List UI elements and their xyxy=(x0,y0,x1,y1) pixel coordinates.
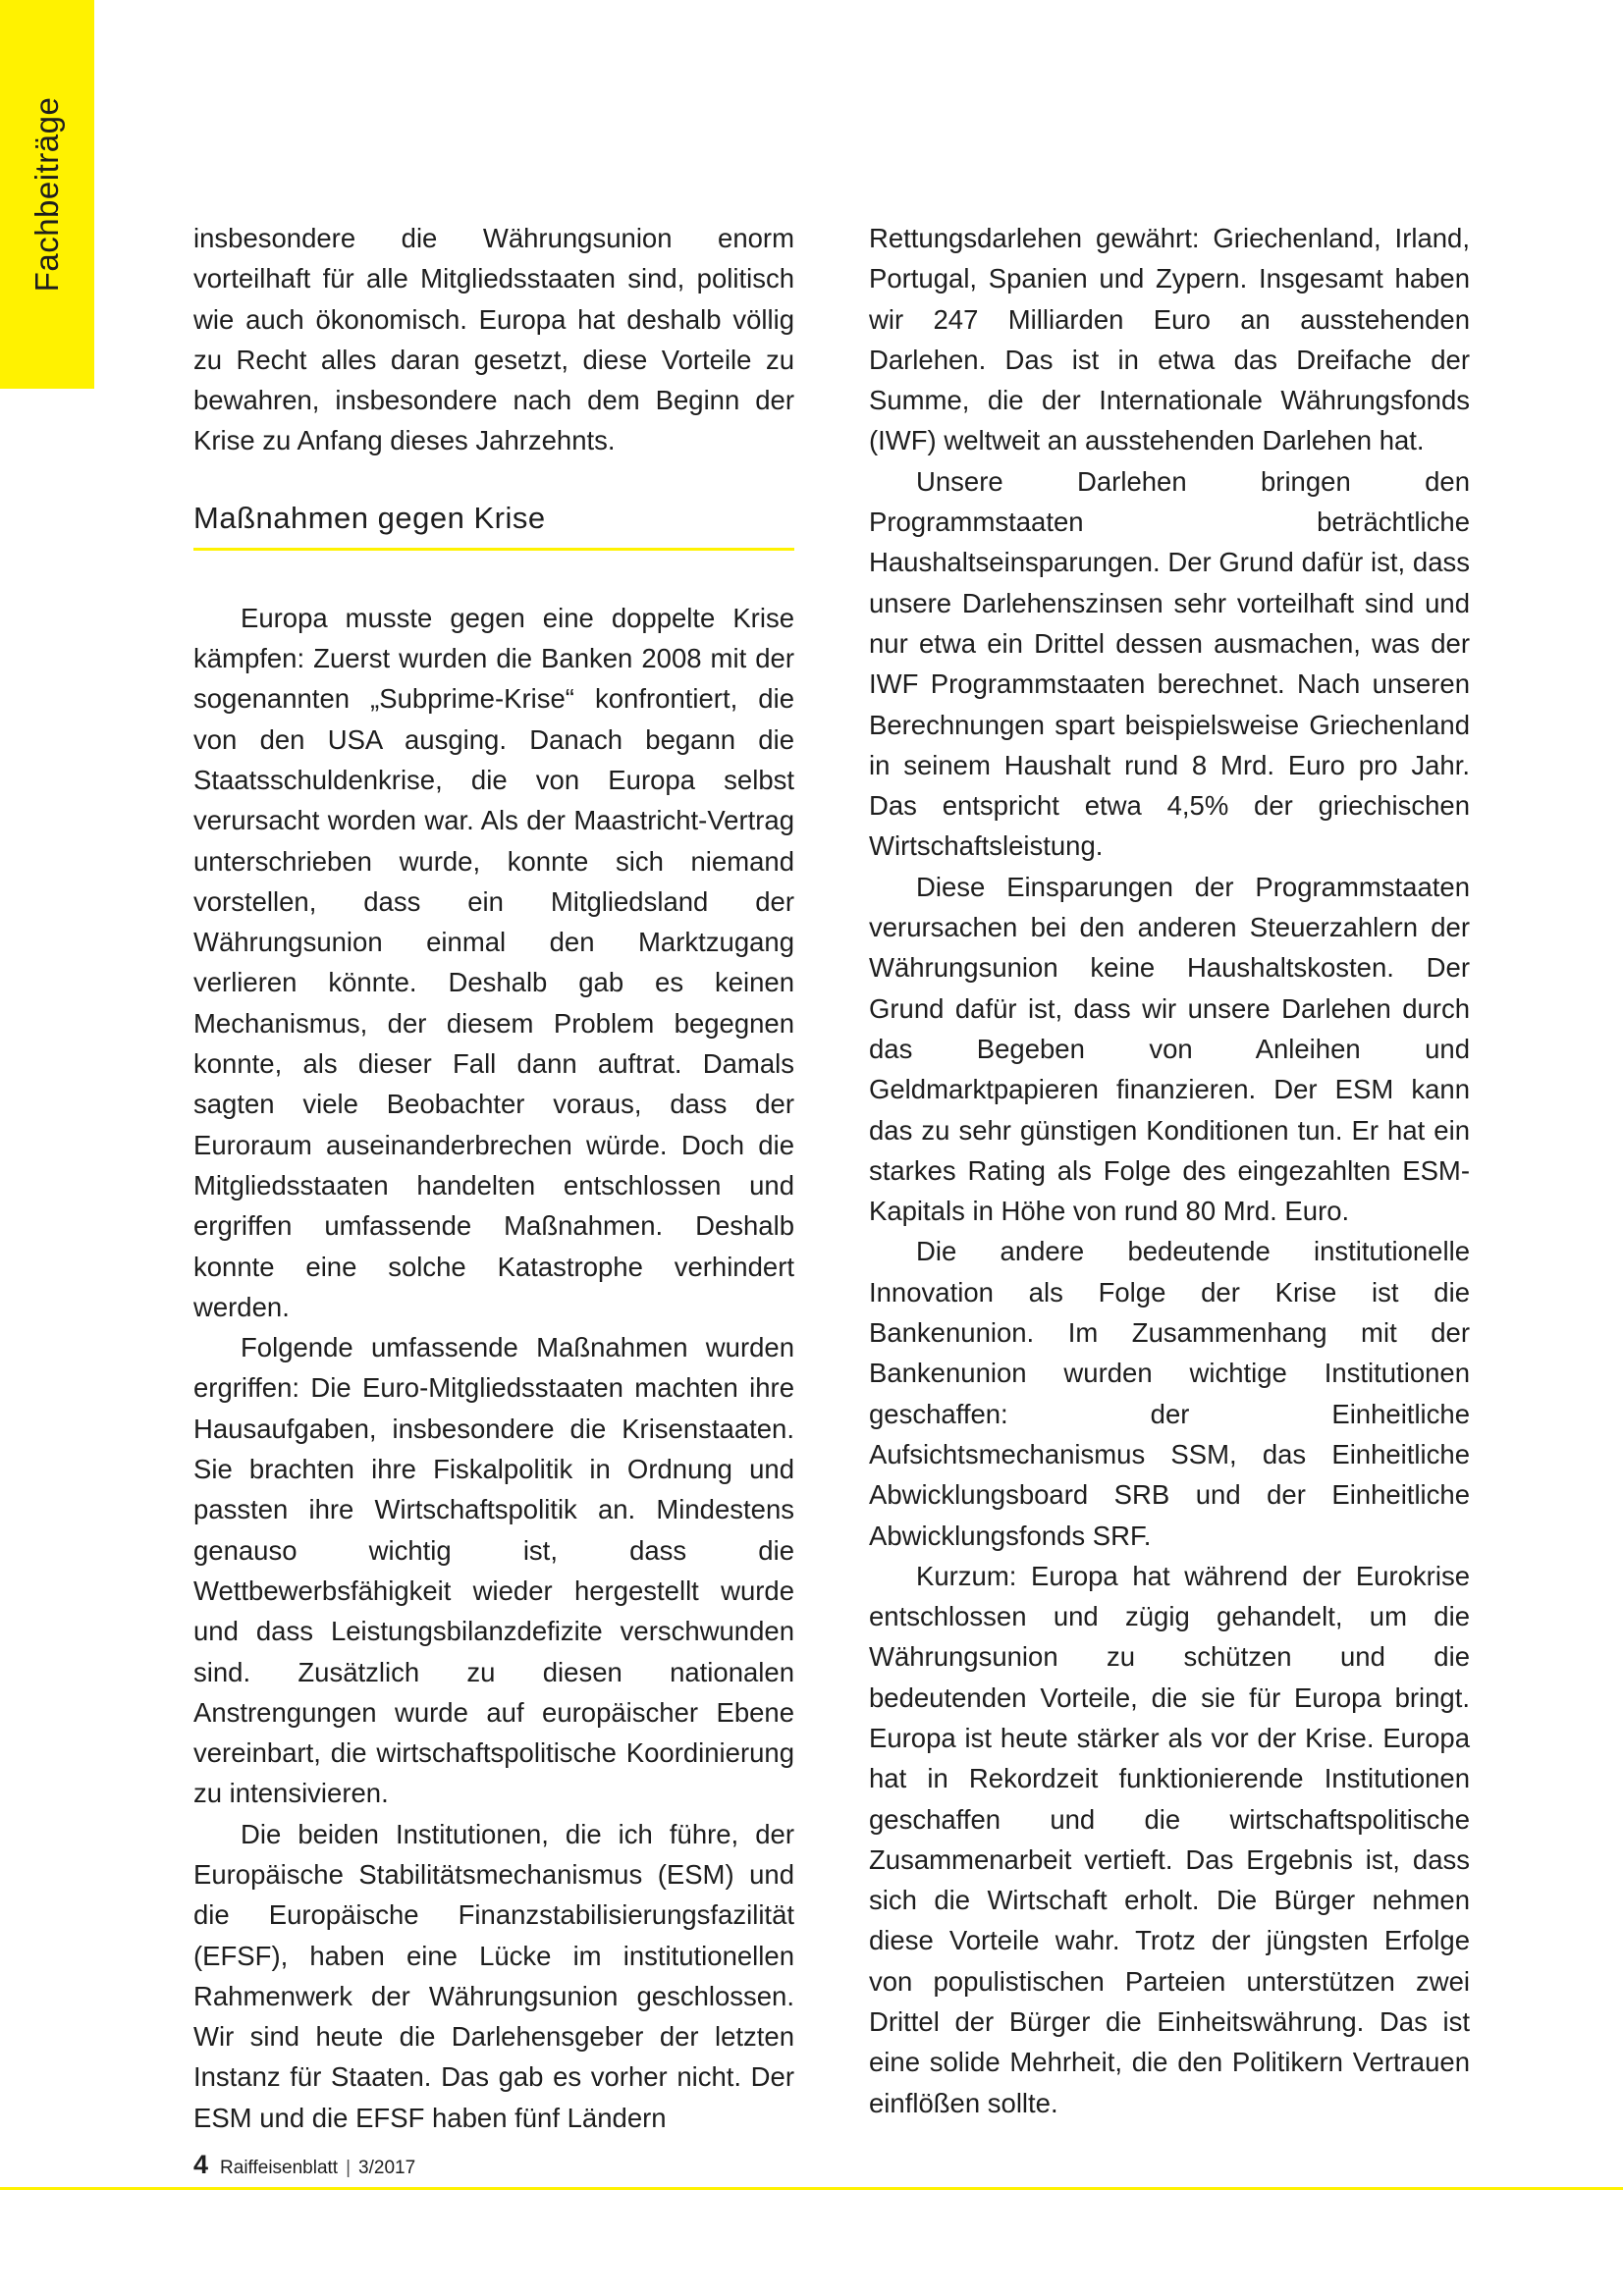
section-heading: Maßnahmen gegen Krise xyxy=(193,499,794,551)
body-paragraph: Europa musste gegen eine doppelte Krise kämpfen: Zuerst wurden die Banken 2008 mit der sogenannten „Subprime-Krise“ konfrontiert, die von den USA ausging. Danach begann die Staatsschuldenkrise, die von Europa selbst verursacht worden war. Als der Maastricht-Vertrag unterschrieben wurde, konnte sich niemand vorstellen, dass ein Mitgliedsland der Währungsunion einmal den Marktzugang verlieren könnte. Deshalb gab es keinen Mechanismus, der diesem Problem begegnen konnte, als dieser Fall dann auftrat. Damals sagten viele Beobachter voraus, dass der Euroraum auseinanderbrechen würde. Doch die Mitgliedsstaaten handelten entschlossen und ergriffen umfassende Maßnahmen. Deshalb konnte eine solche Katastrophe verhindert werden. xyxy=(193,602,794,1322)
body-paragraph: Folgende umfassende Maßnahmen wurden ergriffen: Die Euro-Mitgliedsstaaten machten ihre Hausaufgaben, insbesondere die Krisenstaaten. Sie brachten ihre Fiskalpolitik in Ordnung und passten ihre Wirtschaftspolitik an. Mindestens genauso wichtig ist, dass die Wettbewerbsfähigkeit wieder hergestellt wurde und dass Leistungsbilanzdefizite verschwunden sind. Zusätzlich zu diesen nationalen Anstrengungen wurde auf europäischer Ebene vereinbart, die wirtschaftspolitische Koordinierung zu intensivieren. xyxy=(193,1332,794,1809)
page-number: 4 xyxy=(193,2150,209,2179)
body-paragraph: Kurzum: Europa hat während der Eurokrise entschlossen und zügig gehandelt, um die Währungsunion zu schützen und die bedeutenden Vorteile, die sie für Europa bringt. Europa ist heute stärker als vor der Krise. Europa hat in Rekordzeit funktionierende Institutionen geschaffen und die wirtschaftspolitische Zusammenarbeit vertieft. Das Ergebnis ist, dass sich die Wirtschaft erholt. Die Bürger nehmen diese Vorteile wahr. Trotz der jüngsten Erfolge von populistischen Parteien unterstützen zwei Drittel der Bürger die Einheitswährung. Das ist eine solide Mehrheit, die den Politikern Vertrauen einflößen sollte. xyxy=(869,1560,1470,2118)
publication-name: Raiffeisenblatt xyxy=(220,2158,339,2178)
body-paragraph: Die beiden Institutionen, die ich führe, der Europäische Stabilitätsmechanismus (ESM) und die Europäische Finanzstabilisierungsfazilität (EFSF), haben eine Lücke im institutionellen Rahmenwerk der Währungsunion geschlossen. Wir sind heute die Darlehensgeber der letzten Instanz für Staaten. Das gab es vorher nicht. Der ESM und die EFSF haben fünf Ländern xyxy=(193,1818,794,2133)
issue-number: 3/2017 xyxy=(358,2158,416,2178)
footer-rule xyxy=(0,2187,1623,2190)
body-paragraph: Die andere bedeutende institutionelle Innovation als Folge der Krise ist die Bankenunion. Im Zusammenhang mit der Bankenunion wurden wichtige Institutionen geschaffen: der Einheitliche Aufsichtsmechanismus SSM, das Einheitliche Abwicklungsboard SRB und der Einheitliche Abwicklungsfonds SRF. xyxy=(869,1236,1470,1551)
page-footer xyxy=(193,2150,415,2183)
intro-paragraph: insbesondere die Währungsunion enorm vorteilhaft für alle Mitgliedsstaaten sind, politisch wie auch ökonomisch. Europa hat deshalb völlig zu Recht alles daran gesetzt, diese Vorteile zu bewahren, insbesondere nach dem Beginn der Krise zu Anfang dieses Jahrzehnts. xyxy=(193,223,794,456)
section-tab xyxy=(0,0,94,389)
body-paragraph: Unsere Darlehen bringen den Programmstaaten beträchtliche Haushaltseinsparungen. Der Grund dafür ist, dass unsere Darlehenszinsen sehr vorteilhaft sind und nur etwa ein Drittel dessen ausmachen, was der IWF Programmstaaten berechnet. Nach unseren Berechnungen spart beispielsweise Griechenland in seinem Haushalt rund 8 Mrd. Euro pro Jahr. Das entspricht etwa 4,5% der griechischen Wirtschaftsleistung. xyxy=(869,465,1470,862)
continuation-paragraph: Rettungsdarlehen gewährt: Griechenland, Irland, Portugal, Spanien und Zypern. Insgesamt haben wir 247 Milliarden Euro an ausstehenden Darlehen. Das ist in etwa das Dreifache der Summe, die der Internationale Währungsfonds (IWF) weltweit an ausstehenden Darlehen hat. xyxy=(869,223,1470,456)
body-paragraph: Diese Einsparungen der Programmstaaten verursachen bei den anderen Steuerzahlern der Währungsunion keine Haushaltskosten. Der Grund dafür ist, dass wir unsere Darlehen durch das Begeben von Anleihen und Geldmarktpapieren finanzieren. Der ESM kann das zu sehr günstigen Konditionen tun. Er hat ein starkes Rating als Folge des eingezahlten ESM-Kapitals in Höhe von rund 80 Mrd. Euro. xyxy=(869,871,1470,1227)
footer-separator: | xyxy=(346,2158,352,2178)
left-column xyxy=(193,218,794,2138)
section-tab-label: Fachbeiträge xyxy=(28,96,65,293)
right-column xyxy=(869,218,1470,2123)
